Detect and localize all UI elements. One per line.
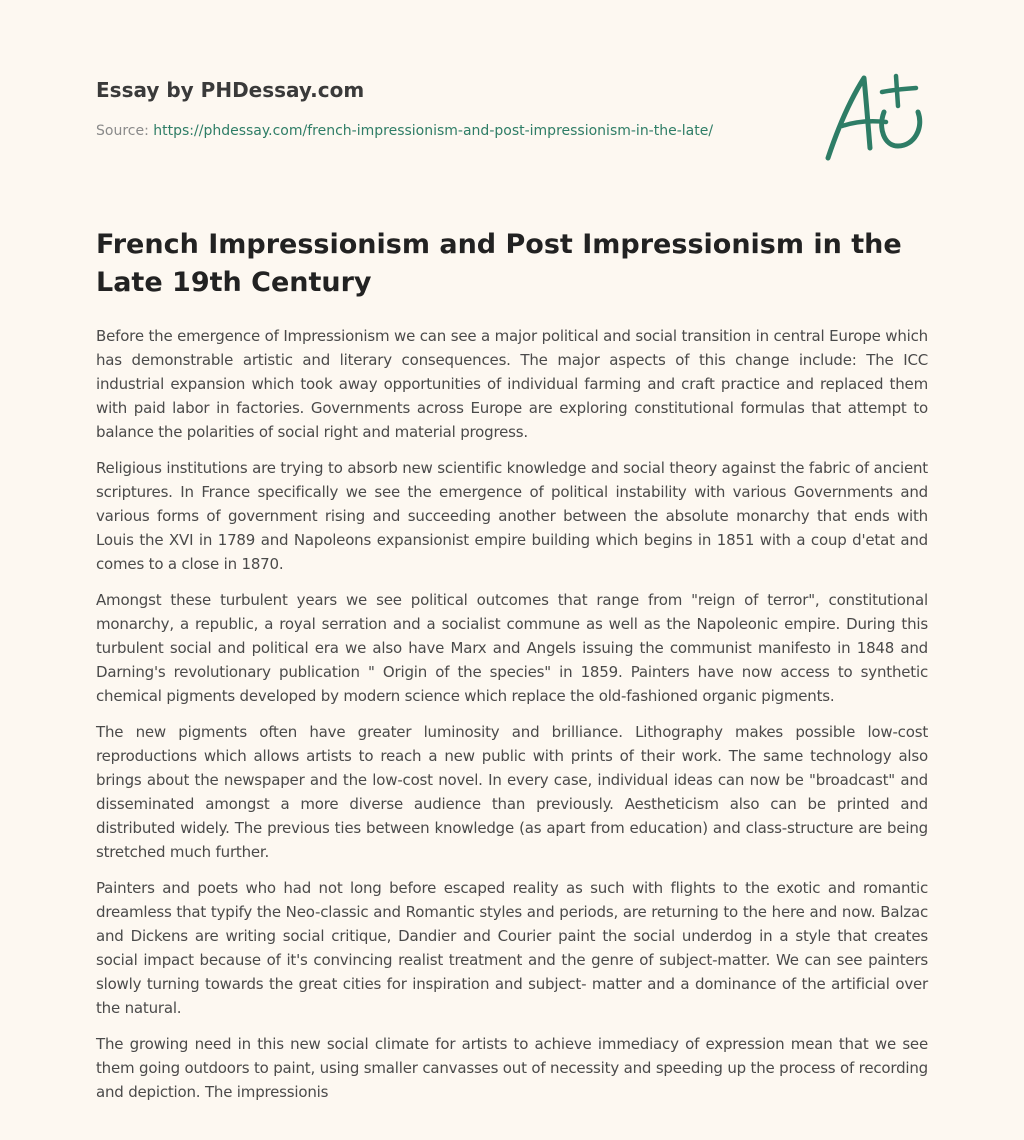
- essay-header: [96, 78, 796, 140]
- paragraph: Painters and poets who had not long before escaped reality as such with flights to the exotic and romantic dreamless that typify the Neo-classic and Romantic styles and periods, are returning to the here and now. Balzac and Dickens are writing social critique, Dandier and Courier paint the social underdog in a style that creates social impact because of it's convincing realist treatment and the genre of subject-matter. We can see painters slowly turning towards the great cities for inspiration and subject- matter and a dominance of the artificial over the natural.: [96, 879, 928, 1017]
- paragraph: Amongst these turbulent years we see political outcomes that range from "reign of terror", constitutional monarchy, a republic, a royal serration and a socialist commune as well as the Napoleonic empire. During this turbulent social and political era we also have Marx and Angels issuing the communist manifesto in 1848 and Darning's revolutionary publication " Origin of the species" in 1859. Painters have now access to synthetic chemical pigments developed by modern science which replace the old-fashioned organic pigments.: [96, 591, 928, 705]
- paragraph: Before the emergence of Impressionism we can see a major political and social transition in central Europe which has demonstrable artistic and literary consequences. The major aspects of this change include: The ICC industrial expansion which took away opportunities of individual farming and craft practice and replaced them with paid labor in factories. Governments across Europe are exploring constitutional formulas that attempt to balance the polarities of social right and material progress.: [96, 327, 928, 441]
- brand-title: Essay by PHDessay.com: [96, 78, 365, 102]
- paragraph: The new pigments often have greater luminosity and brilliance. Lithography makes possible low-cost reproductions which allows artists to reach a new public with prints of their work. The same technology also brings about the newspaper and the low-cost novel. In every case, individual ideas can now be "broadcast" and disseminated amongst a more diverse audience than previously. Aestheticism also can be printed and distributed widely. The previous ties between knowledge (as apart from education) and class-structure are being stretched much further.: [96, 723, 928, 861]
- source-link[interactable]: https://phdessay.com/french-impressionism-and-post-impressionism-in-the-late/: [153, 123, 714, 139]
- paragraph: The growing need in this new social climate for artists to achieve immediacy of expression mean that we see them going outdoors to paint, using smaller canvasses out of necessity and speeding up the process of recording and depiction. The impressionis: [96, 1035, 928, 1101]
- essay-body: [96, 324, 928, 1116]
- source-line: [96, 122, 796, 140]
- a-plus-grade-icon: [820, 66, 930, 166]
- essay-title: French Impressionism and Post Impressionism in the Late 19th Century: [96, 229, 902, 298]
- paragraph: Religious institutions are trying to absorb new scientific knowledge and social theory against the fabric of ancient scriptures. In France specifically we see the emergence of political instability with various Governments and various forms of government rising and succeeding another between the absolute monarchy that ends with Louis the XVI in 1789 and Napoleons expansionist empire building which begins in 1851 with a coup d'etat and comes to a close in 1870.: [96, 459, 928, 573]
- source-label: Source:: [96, 123, 154, 139]
